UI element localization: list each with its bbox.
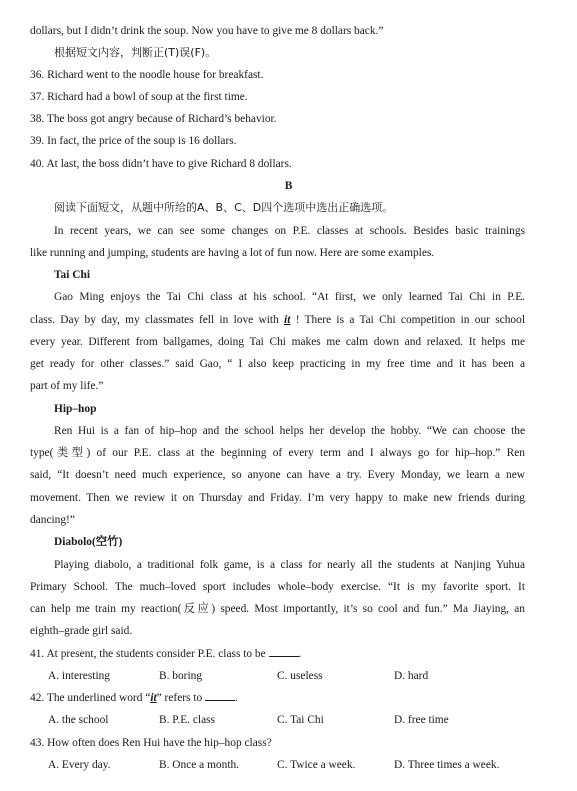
option-d[interactable]: D. free time [394, 714, 449, 726]
tf-item-40: 40. At last, the boss didn’t have to give Richard 8 dollars. [30, 158, 292, 170]
tai-chi-line-4: get ready for other classes.” said Gao, “ I also keep practicing in my free time and it has been a [30, 358, 525, 370]
tf-item-38: 38. The boss got angry because of Richard’s behavior. [30, 113, 277, 125]
option-d[interactable]: D. Three times a week. [394, 759, 500, 771]
diabolo-line-2: Primary School. The much–loved sport includes whole–body exercise. “It is my favorite sport. It [30, 581, 525, 593]
tai-chi-heading: Tai Chi [54, 269, 90, 281]
question-41: 41. At present, the students consider P.E. class to be . [30, 648, 302, 660]
option-b[interactable]: B. Once a month. [159, 759, 240, 771]
section-b-label: B [284, 180, 293, 192]
tai-chi-line-5: part of my life.” [30, 380, 104, 392]
diabolo-line-1: Playing diabolo, a traditional folk game, is a class for nearly all the students at Nanjing Yuhua [54, 559, 525, 571]
underlined-word-it: it [284, 314, 291, 326]
option-b[interactable]: B. P.E. class [159, 714, 216, 726]
tai-chi-line-2: class. Day by day, my classmates fell in love with it ! There is a Tai Chi competition in our school [30, 314, 525, 326]
diabolo-line-4: eighth–grade girl said. [30, 625, 133, 637]
answer-blank [205, 691, 235, 701]
option-c[interactable]: C. Tai Chi [277, 714, 324, 726]
question-42: 42. The underlined word “it” refers to . [30, 692, 238, 704]
hip-hop-heading: Hip–hop [54, 403, 97, 415]
option-c[interactable]: C. Twice a week. [277, 759, 356, 771]
hip-hop-line-1: Ren Hui is a fan of hip–hop and the school helps her develop the hobby. “We can choose the [54, 425, 525, 437]
option-a[interactable]: A. Every day. [48, 759, 111, 771]
intro-line-1: In recent years, we can see some changes on P.E. classes at schools. Besides basic trainings [54, 225, 525, 237]
question-41-options [48, 669, 528, 683]
option-b[interactable]: B. boring [159, 670, 203, 682]
tai-chi-line-3: every year. Different from ballgames, doing Tai Chi makes me calm down and relaxed. It helps me [30, 336, 525, 348]
option-a[interactable]: A. the school [48, 714, 109, 726]
question-42-options [48, 713, 528, 727]
tf-item-39: 39. In fact, the price of the soup is 16 dollars. [30, 135, 237, 147]
section-b-instruction: 阅读下面短文，从题中所给的A、B、C、D四个选项中选出正确选项。 [54, 201, 394, 214]
passage-a-tail: dollars, but I didn’t drink the soup. Now you have to give me 8 dollars back.” [30, 25, 384, 37]
underlined-word-it: it [150, 692, 157, 704]
hip-hop-line-2: type(类型) of our P.E. class at the beginning of every term and I always go for hip–hop.” Ren [30, 447, 525, 459]
hip-hop-line-3: said, “It doesn’t need much experience, so anyone can have a try. Every Monday, we learn a new [30, 469, 525, 481]
option-c[interactable]: C. useless [277, 670, 323, 682]
hip-hop-line-4: movement. Then we review it on Thursday and Friday. I’m very happy to make new friends during [30, 492, 525, 504]
option-d[interactable]: D. hard [394, 670, 429, 682]
hip-hop-line-5: dancing!” [30, 514, 75, 526]
option-a[interactable]: A. interesting [48, 670, 111, 682]
intro-line-2: like running and jumping, students are having a lot of fun now. Here are some examples. [30, 247, 435, 259]
tai-chi-line-1: Gao Ming enjoys the Tai Chi class at his school. “At first, we only learned Tai Chi in P.E. [54, 291, 525, 303]
tf-item-37: 37. Richard had a bowl of soup at the first time. [30, 91, 248, 103]
tf-instruction: 根据短文内容，判断正(T)误(F)。 [54, 46, 217, 59]
diabolo-line-3: can help me train my reaction(反应) speed. Most importantly, it’s so cool and fun.” Ma Jiaying, an [30, 603, 525, 615]
question-43-options [48, 758, 528, 772]
tf-item-36: 36. Richard went to the noodle house for breakfast. [30, 69, 264, 81]
diabolo-heading: Diabolo(空竹) [54, 536, 123, 548]
answer-blank [269, 647, 299, 657]
question-43: 43. How often does Ren Hui have the hip–hop class? [30, 737, 272, 749]
